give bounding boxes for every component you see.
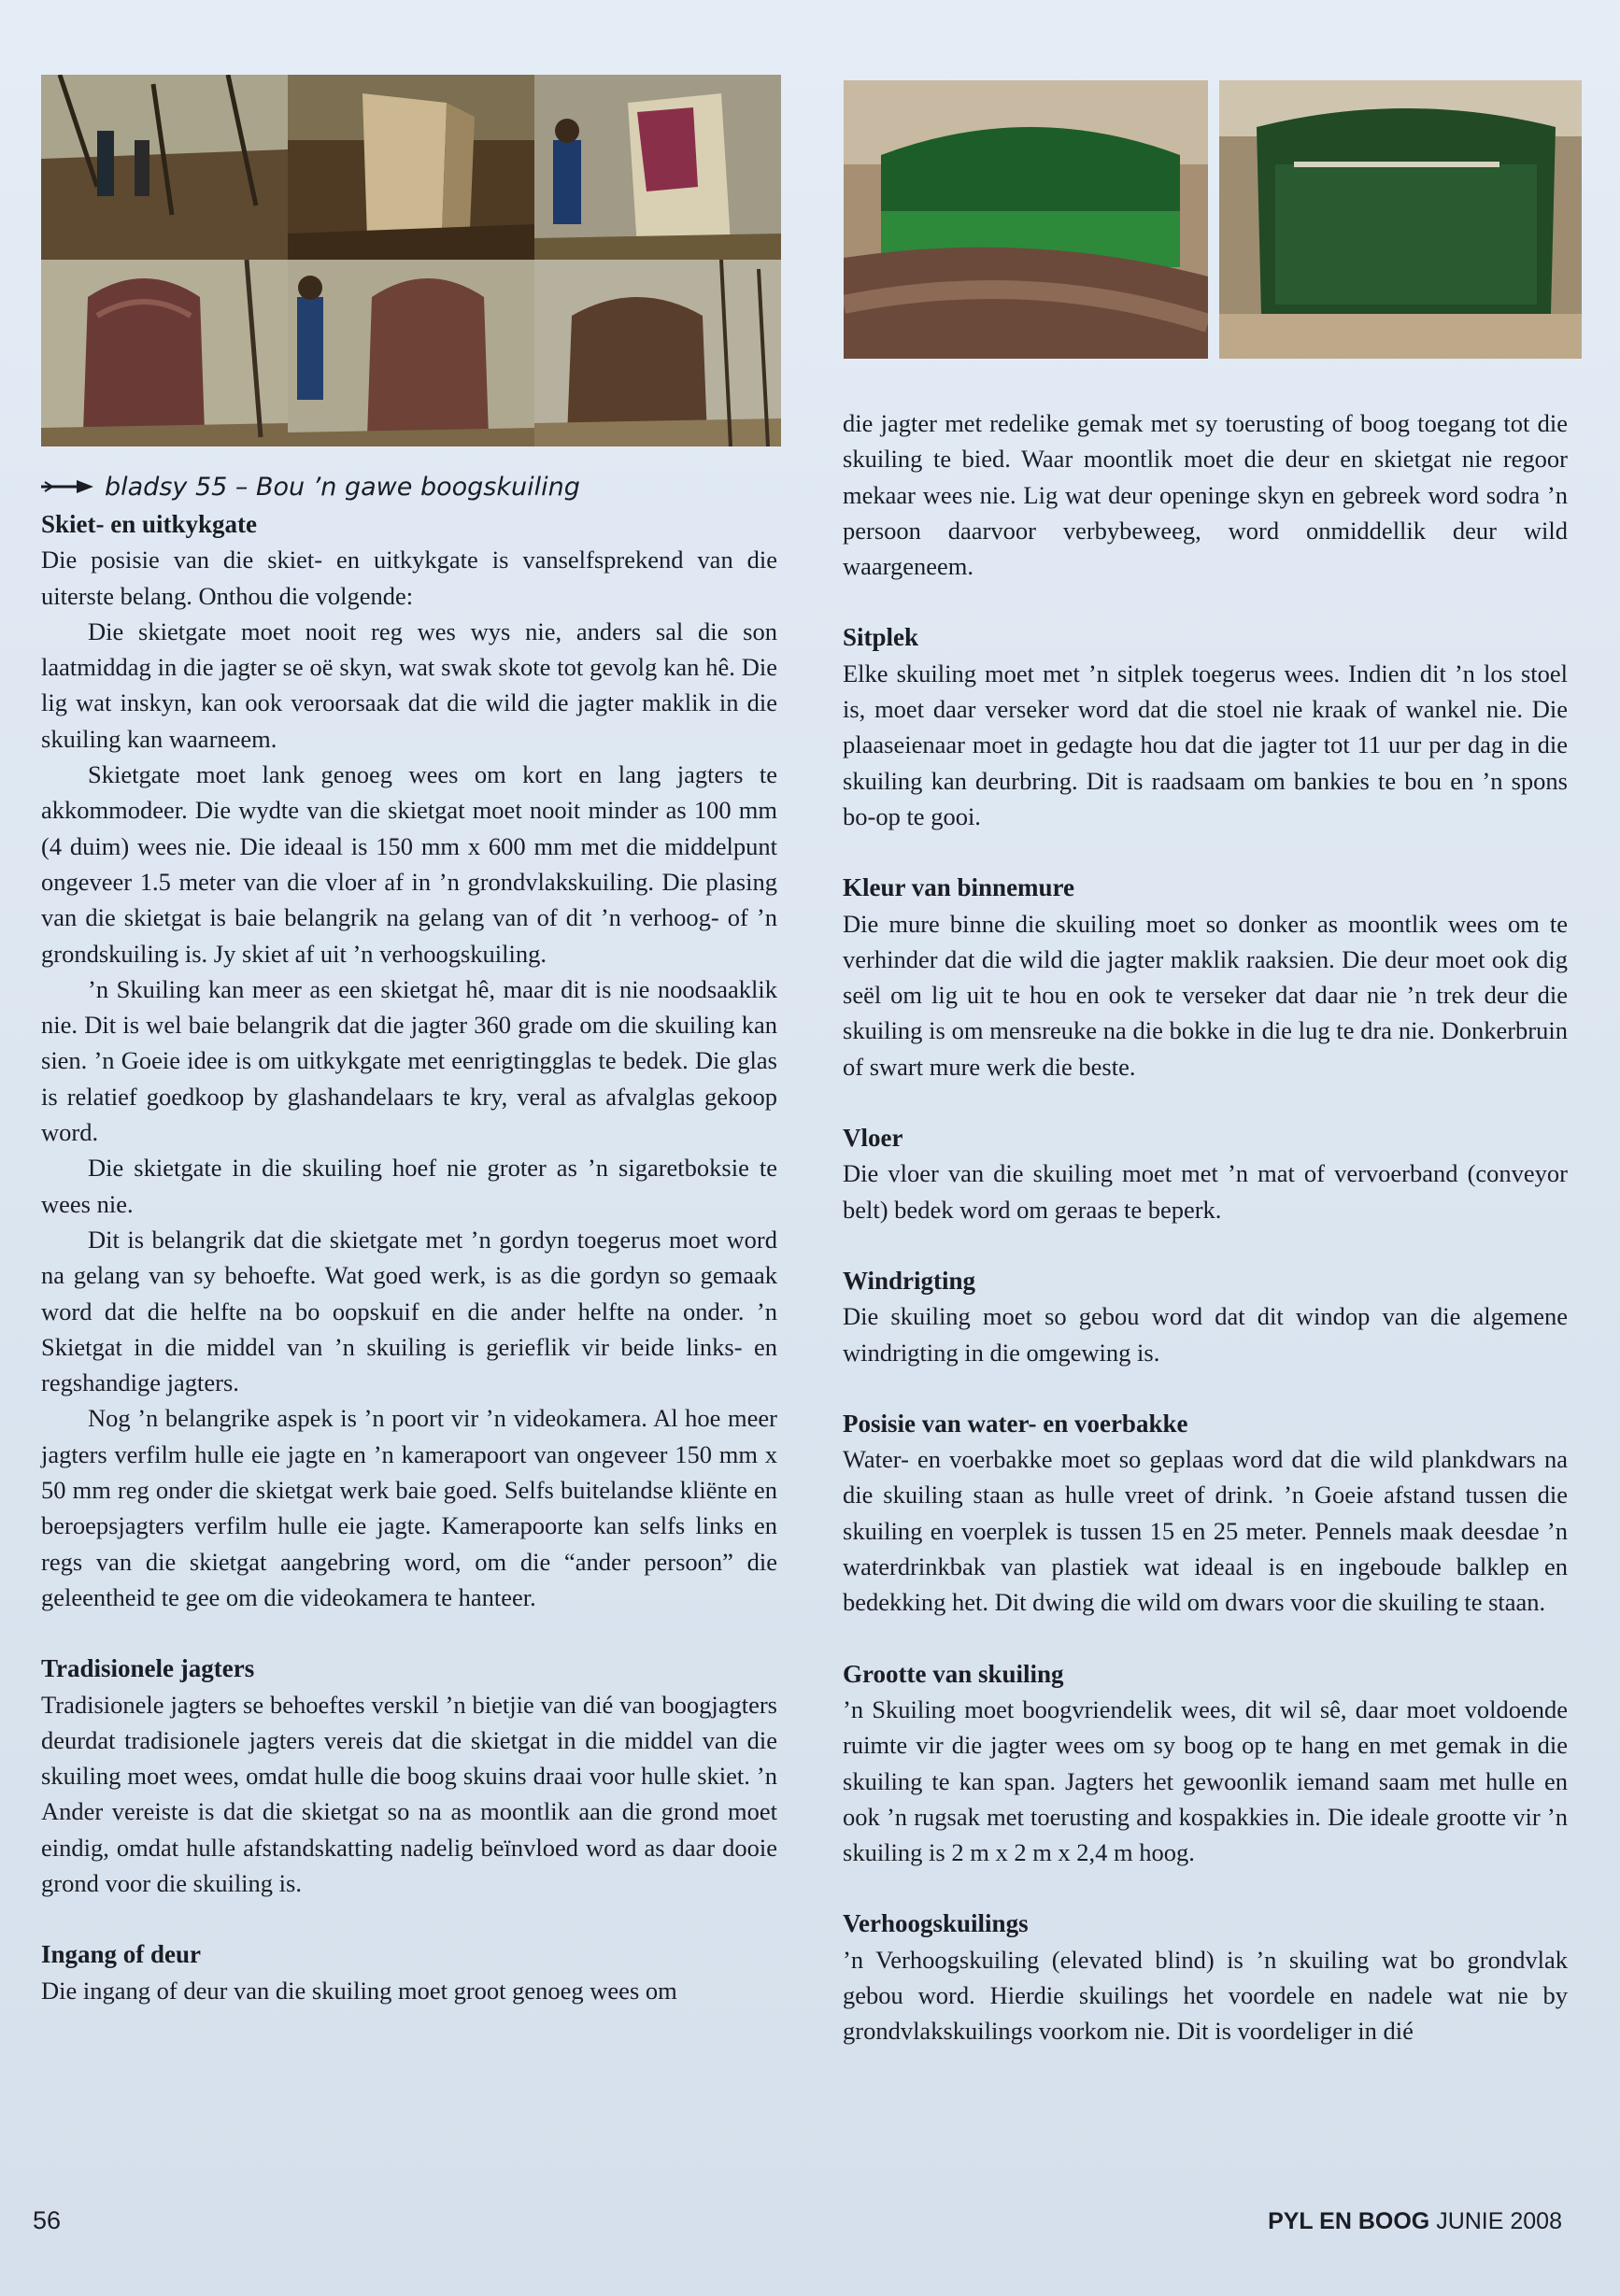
finished-blind-photo	[534, 260, 781, 446]
paragraph: Water- en voerbakke moet so geplaas word dat die wild plankdwars na die skuiling staan as hulle vreet of drink. ’n Goeie afstand tussen die skuiling en voerplek is tussen 15 en 25 meter. Pennels maak deesdae ’n waterdrinkbak van plastiek wat ideaal is en ingeboude balklep en bedekking het. Dit dwing die wild om dwars voor die skuiling te staan.	[843, 1445, 1568, 1617]
section-heading: Grootte van skuiling	[843, 1659, 1064, 1688]
paragraph: Die skietgate moet nooit reg wes wys nie, anders sal die son laatmiddag in die jagter se oë skyn, wat swak skote tot gevolg kan hê. Die lig wat inskyn, kan ook veroorsaak dat die wild die jagter maklik in die skuiling kan waarneem.	[41, 617, 777, 753]
section-heading: Ingang of deur	[41, 1940, 202, 1969]
paragraph: Skietgate moet lank genoeg wees om kort en lang jagters te akkommodeer. Die wydte van die skietgat moet nooit minder as 100 mm (4 duim) wees nie. Die ideaal is 150 mm x 600 mm met die middelpunt ongeveer 1.5 meter van die vloer af in ’n grondvlakskuiling. Die plasing van die skietgat is baie belangrik na gelang van of dit ’n verhoog- of ’n grondskuiling is. Jy skiet af uit ’n verhoogskuiling.	[41, 760, 777, 968]
paragraph: Die posisie van die skiet- en uitkykgate is vanselfsprekend van die uiterste belang. Onthou die volgende:	[41, 546, 777, 610]
man-painting-blind-photo	[534, 75, 781, 260]
people-building-frame-photo	[41, 75, 288, 260]
section-heading: Skiet- en uitkykgate	[41, 510, 258, 538]
paragraph: ’n Verhoogskuiling (elevated blind) is ’n skuiling wat bo grondvlak gebou word. Hierdie skuilings het voordele en nadele wat nie by grondvlakskuilings voorkom nie. Dit is voordeliger in dié	[843, 1945, 1568, 2046]
paragraph: Tradisionele jagters se behoeftes verskil ’n bietjie van dié van boogjagters deurdat tradisionele jagters vereis dat die skietgat in die middel van die skuiling moet wees, omdat hulle die boog skuins draai voor hulle skiet. ’n Ander vereiste is dat die skietgat so na as moontlik aan die grond moet eindig, omdat hulle afstandskatting nadelig beïnvloed word as daar dooie grond voor die skuiling is.	[41, 1690, 777, 1897]
section-heading: Vloer	[843, 1124, 903, 1153]
section-heading: Tradisionele jagters	[41, 1654, 255, 1683]
issue-date: JUNIE 2008	[1436, 2208, 1562, 2234]
right-column	[843, 405, 1568, 2049]
figure-caption	[41, 473, 580, 502]
paragraph: Nog ’n belangrike aspek is ’n poort vir ’n videokamera. Al hoe meer jagters verfilm hulle eie jagte en ’n kamerapoort van ongeveer 150 mm x 50 mm reg onder die skietgat werk baie goed. Selfs buitelandse kliënte en beroepsjagters verfilm hulle eie jagte. Kamerapoorte kan selfs links en regs van die skietgat aangebring word, om die “ander persoon” die geleentheid te gee om die videokamera te hanteer.	[41, 1404, 777, 1611]
green-blind-photo	[844, 80, 1208, 359]
section-heading: Posisie van water- en voerbakke	[843, 1409, 1188, 1438]
left-column	[41, 506, 777, 2008]
paragraph: Die vloer van die skuiling moet met ’n mat of vervoerband (conveyor belt) bedek word om geraas te beperk.	[843, 1159, 1568, 1224]
section-heading: Windrigting	[843, 1266, 976, 1295]
arrow-icon	[41, 473, 95, 502]
section-heading: Sitplek	[843, 623, 919, 652]
paragraph: Dit is belangrik dat die skietgate met ’n gordyn toegerus moet word na gelang van sy behoefte. Wat goed werk, is as die gordyn so gemaak word dat die helfte na bo oopskuif en die ander helfte na onder. ’n Skietgat in die middel van ’n skuiling is gerieflik vir beide links- en regshandige jagters.	[41, 1225, 777, 1397]
magazine-footer	[1268, 2208, 1562, 2235]
paragraph: Die ingang of deur van die skuiling moet groot genoeg wees om	[41, 1976, 677, 2005]
section-heading: Kleur van binnemure	[843, 873, 1075, 902]
paragraph: Elke skuiling moet met ’n sitplek toegerus wees. Indien dit ’n los stoel is, moet daar verseker word dat die stoel nie kraak of wankel nie. Die plaaseienaar moet in gedagte hou dat die jagter tot 11 uur per dag in die skuiling kan deurbring. Dit is raadsaam om bankies te bou en ’n spons bo-op te gooi.	[843, 659, 1568, 830]
caption-text: bladsy 55 – Bou ’n gawe boogskuiling	[105, 473, 580, 502]
paragraph: ’n Skuiling kan meer as een skietgat hê, maar dit is nie noodsaaklik nie. Dit is wel baie belangrik dat die jagter 360 grade om die skuiling kan sien. ’n Goeie idee is om uitkykgate met eenrigtingglas te bedek. Die glas is relatief goedkoop by glashandelaars te kry, veral as afvalglas gekoop word.	[41, 974, 777, 1147]
paragraph: Die skuiling moet so gebou word dat dit windop van die algemene windrigting in die omgewing is.	[843, 1302, 1568, 1367]
page-number: 56	[33, 2206, 62, 2234]
hessian-blind-photo	[288, 75, 534, 260]
paragraph: Die mure binne die skuiling moet so donker as moontlik wees om te verhinder dat die wild die jagter maklik raaksien. Die deur moet ook dig seël om lig uit te hou en ook te verseker dat daar nie ’n trek deur die skuiling is om mensreuke na die bokke in die lug te dra nie. Donkerbruin of swart mure werk die beste.	[843, 909, 1568, 1081]
magazine-name: PYL EN BOOG	[1268, 2208, 1430, 2234]
painting-blind-photo	[288, 260, 534, 446]
paragraph: Die skietgate in die skuiling hoef nie groter as ’n sigaretboksie te wees nie.	[41, 1154, 777, 1218]
brown-blind-photo	[41, 260, 288, 446]
paragraph: die jagter met redelike gemak met sy toerusting of boog toegang tot die skuiling te bied. Waar moontlik moet die deur en skietgat nie regoor mekaar wees nie. Lig wat deur openinge skyn en gebreek word sodra ’n persoon daarvoor verbybeweeg, word onmiddellik deur wild waargeneem.	[843, 409, 1568, 581]
section-heading: Verhoogskuilings	[843, 1909, 1029, 1938]
green-blind-closeup-photo	[1219, 80, 1582, 359]
paragraph: ’n Skuiling moet boogvriendelik wees, dit wil sê, daar moet voldoende ruimte vir die jagter wees om sy boog op te hang en met gemak in die skuiling te kan span. Jagters het gewoonlik iemand saam met hulle en ook ’n rugsak met toerusting and kospakkies in. Die ideale grootte vir ’n skuiling is 2 m x 2 m x 2,4 m hoog.	[843, 1694, 1568, 1867]
